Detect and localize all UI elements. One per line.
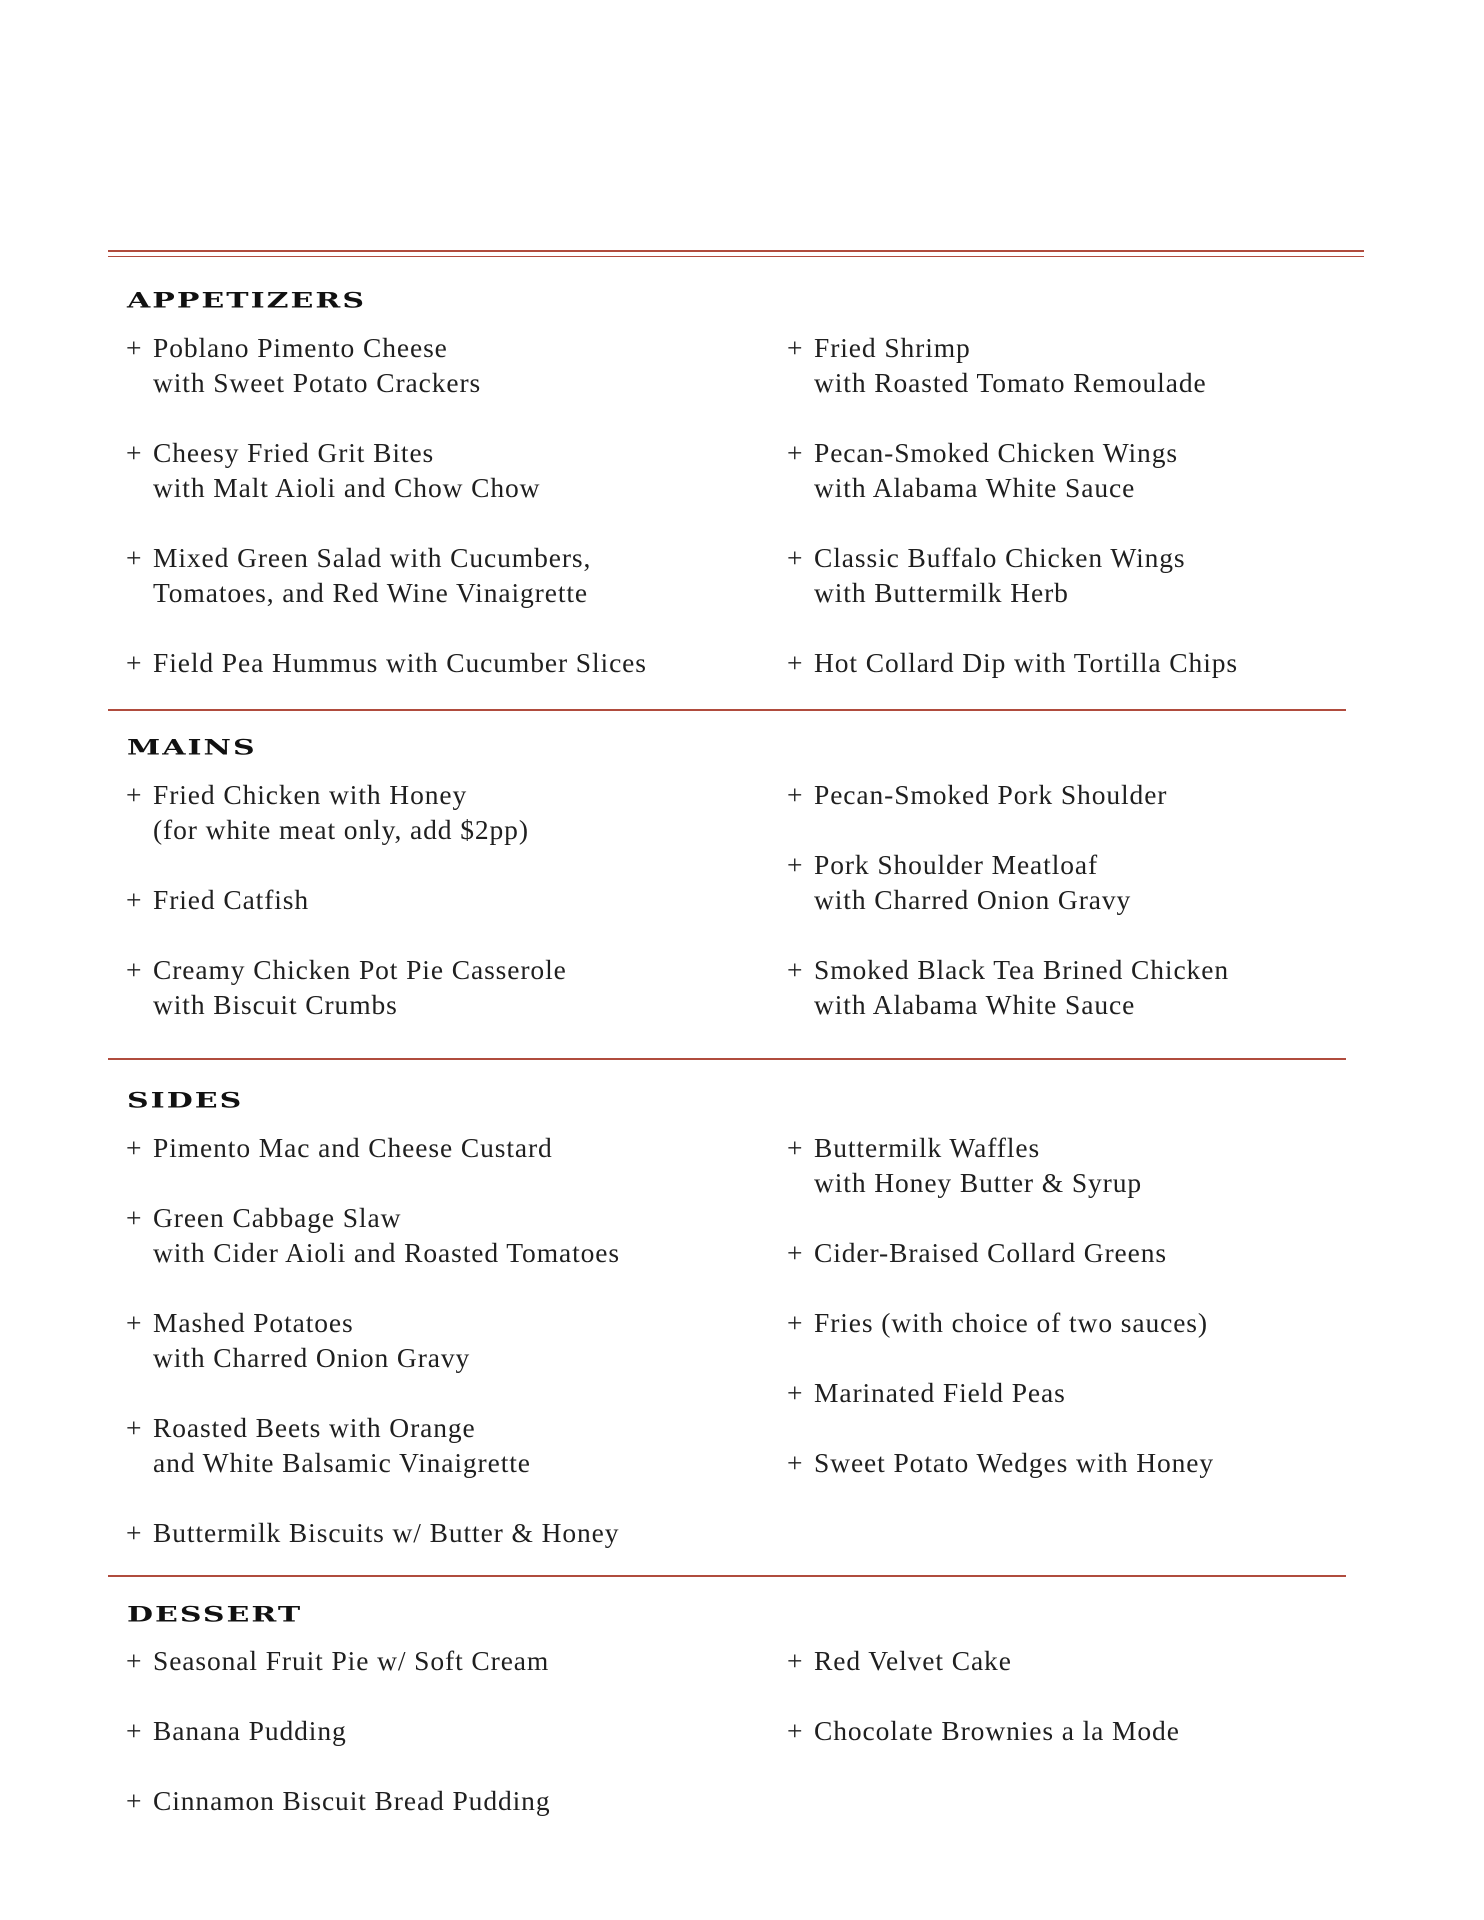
- menu-item: + Cinnamon Biscuit Bread Pudding: [126, 1785, 551, 1816]
- menu-item: + Pimento Mac and Cheese Custard: [126, 1132, 553, 1163]
- menu-item: + Pecan-Smoked Chicken Wings with Alabama White Sauce: [787, 437, 1178, 503]
- menu-item: + Poblano Pimento Cheese with Sweet Potato Crackers: [126, 332, 482, 398]
- menu-item: + Red Velvet Cake: [787, 1645, 1012, 1676]
- section-divider: [108, 1058, 1346, 1060]
- menu-item: + Fries (with choice of two sauces): [787, 1307, 1208, 1338]
- menu-item: + Mashed Potatoes with Charred Onion Gravy: [126, 1307, 471, 1373]
- section-title-dessert: DESSERT: [127, 1601, 303, 1628]
- menu-item: + Cheesy Fried Grit Bites with Malt Aioli and Chow Chow: [126, 437, 541, 503]
- menu-item: + Fried Shrimp with Roasted Tomato Remoulade: [787, 332, 1207, 398]
- section-title-appetizers: APPETIZERS: [127, 287, 366, 314]
- menu-item: + Smoked Black Tea Brined Chicken with Alabama White Sauce: [787, 954, 1229, 1020]
- menu-item: + Field Pea Hummus with Cucumber Slices: [126, 647, 647, 678]
- menu-item: + Buttermilk Waffles with Honey Butter & Syrup: [787, 1132, 1143, 1198]
- menu-item: + Fried Chicken with Honey (for white meat only, add $2pp): [126, 779, 529, 845]
- menu-item: + Classic Buffalo Chicken Wings with Buttermilk Herb: [787, 542, 1186, 608]
- menu-item: + Roasted Beets with Orange and White Balsamic Vinaigrette: [126, 1412, 531, 1478]
- section-title-sides: SIDES: [127, 1087, 244, 1114]
- menu-item: + Cider-Braised Collard Greens: [787, 1237, 1168, 1268]
- menu-item: + Creamy Chicken Pot Pie Casserole with Biscuit Crumbs: [126, 954, 567, 1020]
- section-title-mains: MAINS: [127, 734, 257, 761]
- menu-item: + Marinated Field Peas: [787, 1377, 1066, 1408]
- menu-item: + Banana Pudding: [126, 1715, 347, 1746]
- menu-item: + Buttermilk Biscuits w/ Butter & Honey: [126, 1517, 620, 1548]
- top-double-rule-thin: [108, 256, 1364, 257]
- menu-item: + Seasonal Fruit Pie w/ Soft Cream: [126, 1645, 550, 1676]
- menu-item: + Fried Catfish: [126, 884, 310, 915]
- section-divider: [108, 1575, 1346, 1577]
- menu-item: + Chocolate Brownies a la Mode: [787, 1715, 1180, 1746]
- menu-item: + Pork Shoulder Meatloaf with Charred Onion Gravy: [787, 849, 1132, 915]
- menu-item: + Pecan-Smoked Pork Shoulder: [787, 779, 1168, 810]
- menu-item: + Mixed Green Salad with Cucumbers, Tomatoes, and Red Wine Vinaigrette: [126, 542, 592, 608]
- menu-item: + Sweet Potato Wedges with Honey: [787, 1447, 1215, 1478]
- menu-item: + Green Cabbage Slaw with Cider Aioli and Roasted Tomatoes: [126, 1202, 621, 1268]
- menu-item: + Hot Collard Dip with Tortilla Chips: [787, 647, 1238, 678]
- section-divider: [108, 709, 1346, 711]
- top-double-rule: [108, 250, 1364, 252]
